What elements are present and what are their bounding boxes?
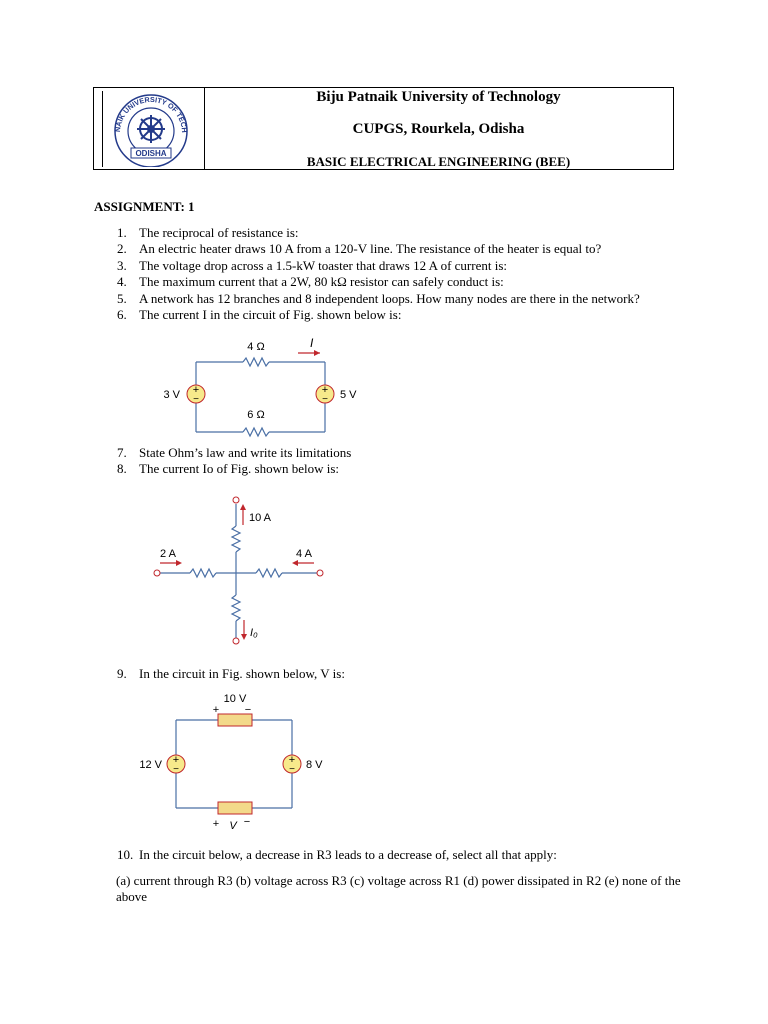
question-3: 3. The voltage drop across a 1.5-kW toaster that draws 12 A of current is: <box>117 258 507 273</box>
fig3-top-minus: − <box>244 704 252 716</box>
fig2-left-arrow <box>160 560 182 566</box>
university-logo <box>103 91 197 167</box>
fig1-current-arrow <box>298 350 320 356</box>
fig2-down-label: I₀ <box>250 627 258 639</box>
fig2-right-label: 4 A <box>296 548 312 560</box>
question-8: 8. The current Io of Fig. shown below is: <box>117 461 340 476</box>
fig2-right-arrow <box>292 560 314 566</box>
svg-text:−: − <box>193 394 199 405</box>
fig2-left-label: 2 A <box>160 548 176 560</box>
logo-cell <box>94 88 205 169</box>
question-7: 7. State Ohm’s law and write its limitations <box>117 445 352 460</box>
fig3-bottom-label: V <box>229 820 237 832</box>
course-title: BASIC ELECTRICAL ENGINEERING (BEE) <box>306 154 571 169</box>
figure-1-circuit <box>150 335 380 445</box>
svg-text:+: + <box>172 754 180 766</box>
question-2: 2. An electric heater draws 10 A from a 120-V line. The resistance of the heater is equal to? <box>117 241 602 256</box>
fig3-top-plus: + <box>212 704 220 716</box>
logo-banner-text: ODISHA <box>135 149 167 158</box>
campus-name: CUPGS, Rourkela, Odisha <box>352 121 525 137</box>
question-10-options: (a) current through R3 (b) voltage across R3 (c) voltage across R1 (d) power dissipated in R2 (e) none of the above <box>116 873 681 904</box>
fig3-top-label: 10 V <box>223 693 247 705</box>
svg-text:−: − <box>289 764 295 775</box>
question-10: 10. In the circuit below, a decrease in R3 leads to a decrease of, select all that apply: <box>117 847 557 862</box>
svg-text:+: + <box>192 384 200 396</box>
fig3-bottom-minus: − <box>243 816 251 828</box>
question-9: 9. In the circuit in Fig. shown below, V is: <box>117 666 345 681</box>
fig2-down-arrow <box>241 620 247 640</box>
question-6: 6. The current I in the circuit of Fig. shown below is: <box>117 307 402 322</box>
fig1-r-bottom: 6 Ω <box>247 409 265 421</box>
svg-text:+: + <box>321 384 329 396</box>
university-name: Biju Patnaik University of Technology <box>316 89 561 105</box>
fig2-up-label: 10 A <box>249 512 272 524</box>
header-box <box>93 87 674 170</box>
question-5: 5. A network has 12 branches and 8 independent loops. How many nodes are there in the network? <box>117 291 640 306</box>
fig3-right-label: 8 V <box>306 759 323 771</box>
fig2-up-arrow <box>240 504 246 525</box>
question-1: 1. The reciprocal of resistance is: <box>117 225 299 240</box>
fig3-bottom-resistor <box>218 802 252 814</box>
figure-2-circuit <box>150 490 350 650</box>
logo-frame <box>102 91 197 167</box>
fig3-left-label: 12 V <box>139 759 162 771</box>
figure-3-circuit <box>130 688 350 833</box>
svg-text:+: + <box>288 754 296 766</box>
question-4: 4. The maximum current that a 2W, 80 kΩ resistor can safely conduct is: <box>117 274 504 289</box>
fig1-r-top: 4 Ω <box>247 341 265 353</box>
fig1-src-right: 5 V <box>340 389 357 401</box>
fig1-src-left: 3 V <box>163 389 180 401</box>
svg-text:−: − <box>322 394 328 405</box>
fig1-current-label: I <box>310 336 314 350</box>
fig3-bottom-plus: + <box>212 818 220 830</box>
assignment-title: ASSIGNMENT: 1 <box>94 199 195 214</box>
logo-arc-text: NAIK UNIVERSITY OF TECH <box>112 94 190 133</box>
svg-text:−: − <box>173 764 179 775</box>
